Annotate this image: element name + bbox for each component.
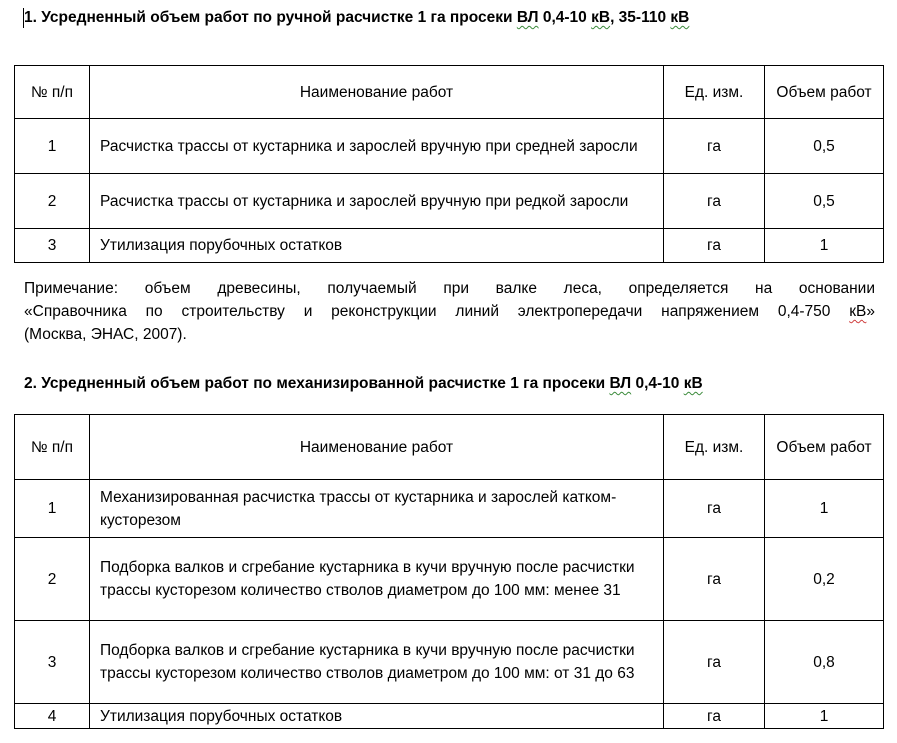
row-volume: 0,2 [765,538,884,621]
row-volume: 1 [765,229,884,263]
row-unit: га [664,119,765,174]
table-row [15,480,884,538]
note-line-2 [24,300,875,323]
section1-heading-text: 1. Усредненный объем работ по ручной расчистке 1 га просеки [24,9,517,26]
section2-table [14,414,884,729]
table-row [15,119,884,174]
row-name: Расчистка трассы от кустарника и зарослей вручную при средней заросли [90,119,664,174]
row-num: 3 [15,621,90,704]
column-header-num: № п/п [15,66,90,119]
note-line-2-text: «Справочника по строительству и реконструкции линий электропередачи напряжением 0,4-750 [24,303,850,320]
table-row [15,229,884,263]
note-paragraph [24,277,875,346]
table-row [15,621,884,704]
note-line-1: Примечание: объем древесины, получаемый при валке леса, определяется на основании [24,280,875,297]
row-num: 2 [15,174,90,229]
row-unit: га [664,174,765,229]
row-volume: 0,5 [765,119,884,174]
section2-heading-mid: 0,4-10 [631,375,684,392]
column-header-unit: Ед. изм. [664,415,765,480]
section2-heading-kv: кВ [683,375,703,392]
row-num: 3 [15,229,90,263]
table-row [15,174,884,229]
row-volume: 1 [765,704,884,729]
row-unit: га [664,538,765,621]
section1-heading-mid2: , 35-110 [610,9,671,26]
column-header-name: Наименование работ [90,415,664,480]
table-row [15,704,884,729]
column-header-volume: Объем работ [765,66,884,119]
row-unit: га [664,621,765,704]
row-name: Подборка валков и сгребание кустарника в кучи вручную после расчистки трассы кусторезом количество стволов диаметром до 100 мм: менее 31 [90,538,664,621]
row-num: 4 [15,704,90,729]
section2-heading-vl: ВЛ [609,375,632,392]
column-header-volume: Объем работ [765,415,884,480]
section2-heading-text: 2. Усредненный объем работ по механизированной расчистке 1 га просеки [24,375,610,392]
section1-heading [24,9,689,27]
row-volume: 0,8 [765,621,884,704]
note-line-3: (Москва, ЭНАС, 2007). [24,326,187,343]
section1-table [14,65,884,263]
section1-heading-mid: 0,4-10 [538,9,592,26]
row-volume: 0,5 [765,174,884,229]
row-unit: га [664,480,765,538]
table-header-row [15,66,884,119]
row-name: Подборка валков и сгребание кустарника в кучи вручную после расчистки трассы кусторезом количество стволов диаметром до 100 мм: от 31 до 63 [90,621,664,704]
table-header-row [15,415,884,480]
column-header-name: Наименование работ [90,66,664,119]
row-volume: 1 [765,480,884,538]
row-name: Утилизация порубочных остатков [90,229,664,263]
row-num: 2 [15,538,90,621]
column-header-unit: Ед. изм. [664,66,765,119]
note-line-2-suffix: » [866,303,875,320]
row-unit: га [664,229,765,263]
section1-heading-kv1: кВ [591,9,611,26]
row-name: Механизированная расчистка трассы от кустарника и зарослей катком-кусторезом [90,480,664,538]
row-name: Утилизация порубочных остатков [90,704,664,729]
row-name: Расчистка трассы от кустарника и зарослей вручную при редкой заросли [90,174,664,229]
section2-heading [24,375,703,393]
section1-heading-kv2: кВ [670,9,690,26]
note-line-2-kv: кВ [849,303,867,320]
row-num: 1 [15,119,90,174]
table-row [15,538,884,621]
row-unit: га [664,704,765,729]
section1-heading-vl: ВЛ [516,9,539,26]
row-num: 1 [15,480,90,538]
column-header-num: № п/п [15,415,90,480]
